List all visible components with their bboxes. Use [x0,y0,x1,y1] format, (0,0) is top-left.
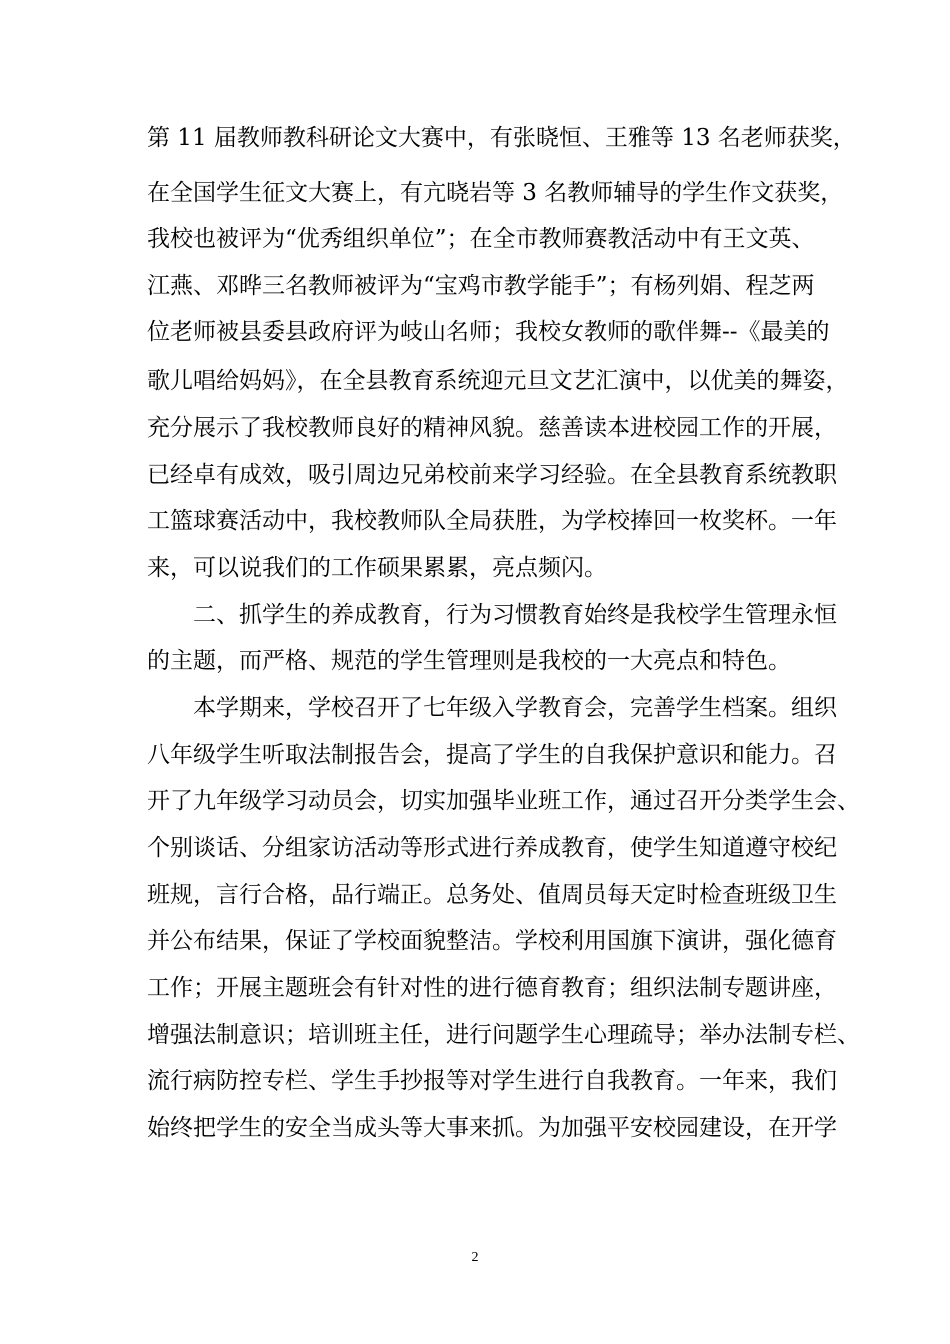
paragraph-first-line: 本学期来，学校召开了七年级入学教育会，完善学生档案。组织 [193,695,837,721]
text-line: 充分展示了我校教师良好的精神风貌。慈善读本进校园工作的开展， [147,415,837,441]
text-line: 位老师被县委县政府评为岐山名师；我校女教师的歌伴舞--《最美的 [147,319,830,345]
text-line: 工篮球赛活动中，我校教师队全局获胜，为学校捧回一枚奖杯。一年 [147,508,837,534]
text-line: 已经卓有成效，吸引周边兄弟校前来学习经验。在全县教育系统教职 [147,462,837,488]
text-line: 个别谈话、分组家访活动等形式进行养成教育，使学生知道遵守校纪 [147,835,837,861]
text-line: 在全国学生征文大赛上，有亢晓岩等 3 名教师辅导的学生作文获奖， [147,180,844,206]
text-line: 来，可以说我们的工作硕果累累，亮点频闪。 [147,555,607,581]
text-line: 班规，言行合格，品行端正。总务处、值周员每天定时检查班级卫生 [147,882,837,908]
text-line: 江燕、邓晔三名教师被评为“宝鸡市教学能手”；有杨列娟、程芝两 [147,273,815,299]
text-line: 歌儿唱给妈妈》，在全县教育系统迎元旦文艺汇演中，以优美的舞姿， [147,368,849,394]
text-line: 增强法制意识；培训班主任，进行问题学生心理疏导；举办法制专栏、 [147,1022,860,1048]
text-line: 流行病防控专栏、学生手抄报等对学生进行自我教育。一年来，我们 [147,1068,837,1094]
text-line: 工作；开展主题班会有针对性的进行德育教育；组织法制专题讲座， [147,975,837,1001]
text-line: 我校也被评为“优秀组织单位”；在全市教师赛教活动中有王文英、 [147,226,815,252]
text-line: 并公布结果，保证了学校面貌整洁。学校利用国旗下演讲，强化德育 [147,928,837,954]
page-number: 2 [471,1250,479,1265]
text-line: 的主题，而严格、规范的学生管理则是我校的一大亮点和特色。 [147,648,791,674]
text-line: 八年级学生听取法制报告会，提高了学生的自我保护意识和能力。召 [147,742,837,768]
text-line: 开了九年级学习动员会，切实加强毕业班工作，通过召开分类学生会、 [147,788,860,814]
text-line: 始终把学生的安全当成头等大事来抓。为加强平安校园建设，在开学 [147,1115,837,1141]
text-line: 第 11 届教师教科研论文大赛中，有张晓恒、王雅等 13 名老师获奖， [147,125,856,151]
paragraph-heading-line: 二、抓学生的养成教育，行为习惯教育始终是我校学生管理永恒 [193,602,837,628]
